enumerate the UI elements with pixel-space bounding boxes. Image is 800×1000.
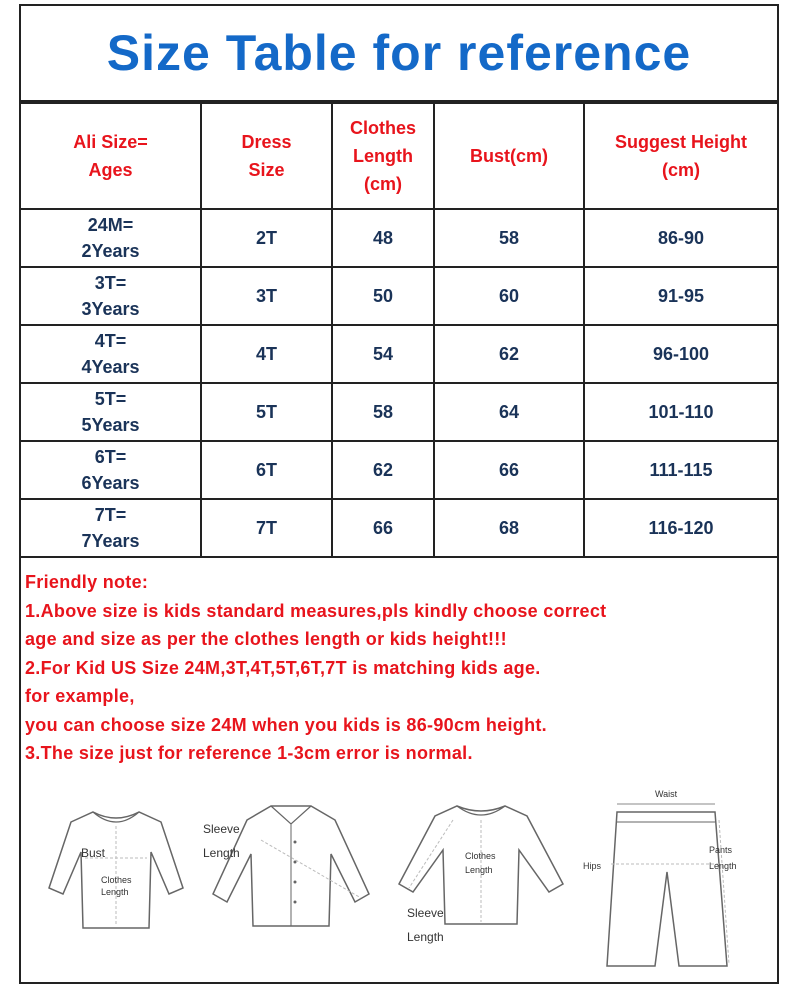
age-cell: 7T= 7Years bbox=[21, 499, 201, 557]
note-line: 2.For Kid US Size 24M,3T,4T,5T,6T,7T is matching kids age. bbox=[25, 657, 541, 678]
height-cell: 96-100 bbox=[584, 325, 777, 383]
clothes-length-cell: 62 bbox=[332, 441, 434, 499]
shirt-illustration bbox=[201, 790, 381, 940]
clothes-length-label-2: Length bbox=[101, 887, 129, 897]
sleeve-label: Sleeve bbox=[407, 906, 444, 920]
note-line: you can choose size 24M when you kids is 86-90cm height. bbox=[25, 714, 547, 735]
clothes-length-cell: 58 bbox=[332, 383, 434, 441]
age-cell: 24M= 2Years bbox=[21, 209, 201, 267]
pants-length-label: Length bbox=[709, 861, 737, 871]
size-table bbox=[21, 102, 777, 558]
age-cell: 3T= 3Years bbox=[21, 267, 201, 325]
table-row bbox=[21, 441, 777, 499]
height-cell: 101-110 bbox=[584, 383, 777, 441]
bust-cell: 66 bbox=[434, 441, 584, 499]
dress-size-cell: 6T bbox=[201, 441, 332, 499]
dress-size-cell: 3T bbox=[201, 267, 332, 325]
bust-cell: 64 bbox=[434, 383, 584, 441]
friendly-notes bbox=[25, 568, 775, 768]
pants-illustration bbox=[581, 780, 761, 970]
tshirt-icon bbox=[41, 790, 191, 940]
size-chart-frame bbox=[19, 4, 779, 984]
tshirt-illustration bbox=[41, 790, 191, 940]
sleeve-length-label: Length bbox=[203, 846, 240, 860]
bust-cell: 68 bbox=[434, 499, 584, 557]
header-clothes-length: Clothes Length (cm) bbox=[332, 103, 434, 209]
sleeve-length-label: Length bbox=[407, 930, 444, 944]
pants-icon bbox=[581, 780, 761, 970]
age-cell: 6T= 6Years bbox=[21, 441, 201, 499]
clothes-length-label: Clothes bbox=[101, 875, 132, 885]
height-cell: 116-120 bbox=[584, 499, 777, 557]
bust-cell: 58 bbox=[434, 209, 584, 267]
table-header-row bbox=[21, 103, 777, 209]
note-line: 3.The size just for reference 1-3cm error is normal. bbox=[25, 743, 473, 763]
table-row bbox=[21, 267, 777, 325]
clothes-length-cell: 66 bbox=[332, 499, 434, 557]
bust-cell: 62 bbox=[434, 325, 584, 383]
clothes-length-cell: 54 bbox=[332, 325, 434, 383]
sweater-illustration bbox=[391, 790, 571, 960]
table-row bbox=[21, 209, 777, 267]
table-row bbox=[21, 325, 777, 383]
dress-size-cell: 5T bbox=[201, 383, 332, 441]
measurement-illustrations bbox=[21, 780, 777, 980]
dress-size-cell: 7T bbox=[201, 499, 332, 557]
header-dress-size: Dress Size bbox=[201, 103, 332, 209]
table-row bbox=[21, 499, 777, 557]
note-line: for example, bbox=[25, 686, 135, 706]
shirt-icon bbox=[201, 790, 381, 940]
page-title: Size Table for reference bbox=[21, 6, 777, 102]
header-ali-size: Ali Size= Ages bbox=[21, 103, 201, 209]
age-cell: 4T= 4Years bbox=[21, 325, 201, 383]
clothes-length-cell: 48 bbox=[332, 209, 434, 267]
clothes-length-label: Clothes bbox=[465, 851, 496, 861]
note-heading: Friendly note: bbox=[25, 572, 149, 592]
hips-label: Hips bbox=[583, 861, 602, 871]
header-bust: Bust(cm) bbox=[434, 103, 584, 209]
pants-label: Pants bbox=[709, 845, 733, 855]
note-line: 1.Above size is kids standard measures,pls kindly choose correct bbox=[25, 600, 607, 621]
note-line: age and size as per the clothes length or kids height!!! bbox=[25, 629, 507, 649]
clothes-length-label-2: Length bbox=[465, 865, 493, 875]
bust-cell: 60 bbox=[434, 267, 584, 325]
dress-size-cell: 2T bbox=[201, 209, 332, 267]
dress-size-cell: 4T bbox=[201, 325, 332, 383]
height-cell: 111-115 bbox=[584, 441, 777, 499]
table-row bbox=[21, 383, 777, 441]
age-cell: 5T= 5Years bbox=[21, 383, 201, 441]
sleeve-label: Sleeve bbox=[203, 822, 240, 836]
height-cell: 86-90 bbox=[584, 209, 777, 267]
waist-label: Waist bbox=[655, 789, 678, 799]
bust-label: Bust bbox=[81, 846, 106, 860]
clothes-length-cell: 50 bbox=[332, 267, 434, 325]
header-suggest-height: Suggest Height (cm) bbox=[584, 103, 777, 209]
height-cell: 91-95 bbox=[584, 267, 777, 325]
